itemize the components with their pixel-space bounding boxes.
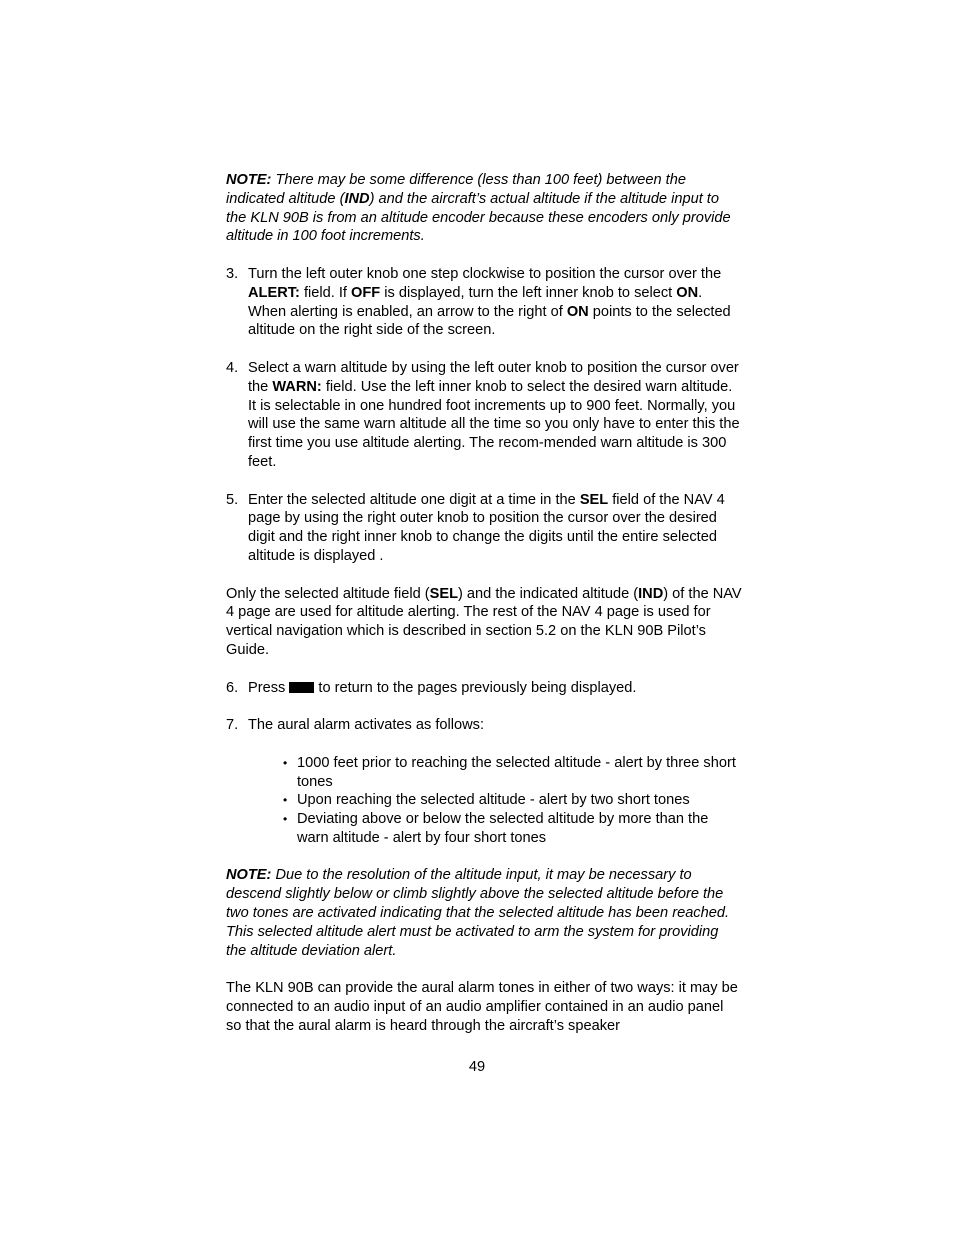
manual-page-body [226, 171, 742, 1036]
note-label: NOTE: [226, 172, 272, 188]
paragraph-aural-alarm: The KLN 90B can provide the aural alarm tones in either of two ways: it may be connected to an audio input of an audio amplifier contained in an audio panel so that the aural alarm is heard through the aircraft’s speaker [226, 980, 738, 1034]
page-number: 49 [468, 1059, 486, 1075]
step-7: 7. The aural alarm activates as follows: [226, 717, 485, 734]
step-5: 5. Enter the selected altitude one digit at a time in the SEL field of the NAV 4 page by using the right outer knob to position the cursor over the desired digit and the right inner knob to change the digits until the entire selected altitude is displayed . [226, 491, 725, 564]
note-altitude-resolution: NOTE: Due to the resolution of the altitude input, it may be necessary to descend slightly below or climb slightly above the selected altitude before the two tones are activated indicating that the selected altitude has been reached. This selected altitude alert must be activated to arm the system for providing the altitude deviation alert. [226, 867, 730, 959]
list-item: • 1000 feet prior to reaching the selected altitude - alert by three short tones [283, 754, 736, 790]
alarm-bullet-list [283, 754, 742, 848]
bullet-icon: • [283, 793, 288, 808]
step-6: 6. Press to return to the pages previously being displayed. [226, 679, 637, 696]
list-item: • Deviating above or below the selected altitude by more than the warn altitude - alert by four short tones [283, 811, 709, 846]
note-altitude-difference: NOTE: There may be some difference (less than 100 feet) between the indicated altitude (IND) and the aircraft’s actual altitude if the altitude input to the KLN 90B is from an altitude encoder because these encoders only provide altitude in 100 foot increments. [226, 172, 731, 245]
note-label: NOTE: [226, 867, 272, 884]
bullet-icon: • [283, 755, 288, 770]
step-3: 3. Turn the left outer knob one step clockwise to position the cursor over the ALERT: field. If OFF is displayed, turn the left inner knob to select ON. When alerting is enabled, an arrow to the right of ON points to the selected altitude on the right side of the screen. [226, 265, 731, 339]
list-item: • Upon reaching the selected altitude - alert by two short tones [283, 792, 690, 809]
paragraph-alerting-fields: Only the selected altitude field (SEL) and the indicated altitude (IND) of the NAV 4 page are used for altitude alerting. The rest of the NAV 4 page is used for vertical navigation which is described in section 5.2 on the KLN 90B Pilot’s Guide. [226, 585, 742, 658]
bullet-icon: • [283, 812, 288, 827]
button-key-icon [289, 682, 314, 693]
step-4: 4. Select a warn altitude by using the left outer knob to position the cursor over the WARN: field. Use the left inner knob to select the desired warn altitude. It is selectable in one hundred foot increments up to 900 feet. Normally, you will use the same warn altitude all the time so you only have to enter this the first time you use altitude alerting. The recom-mended warn altitude is 300 feet. [226, 359, 740, 470]
